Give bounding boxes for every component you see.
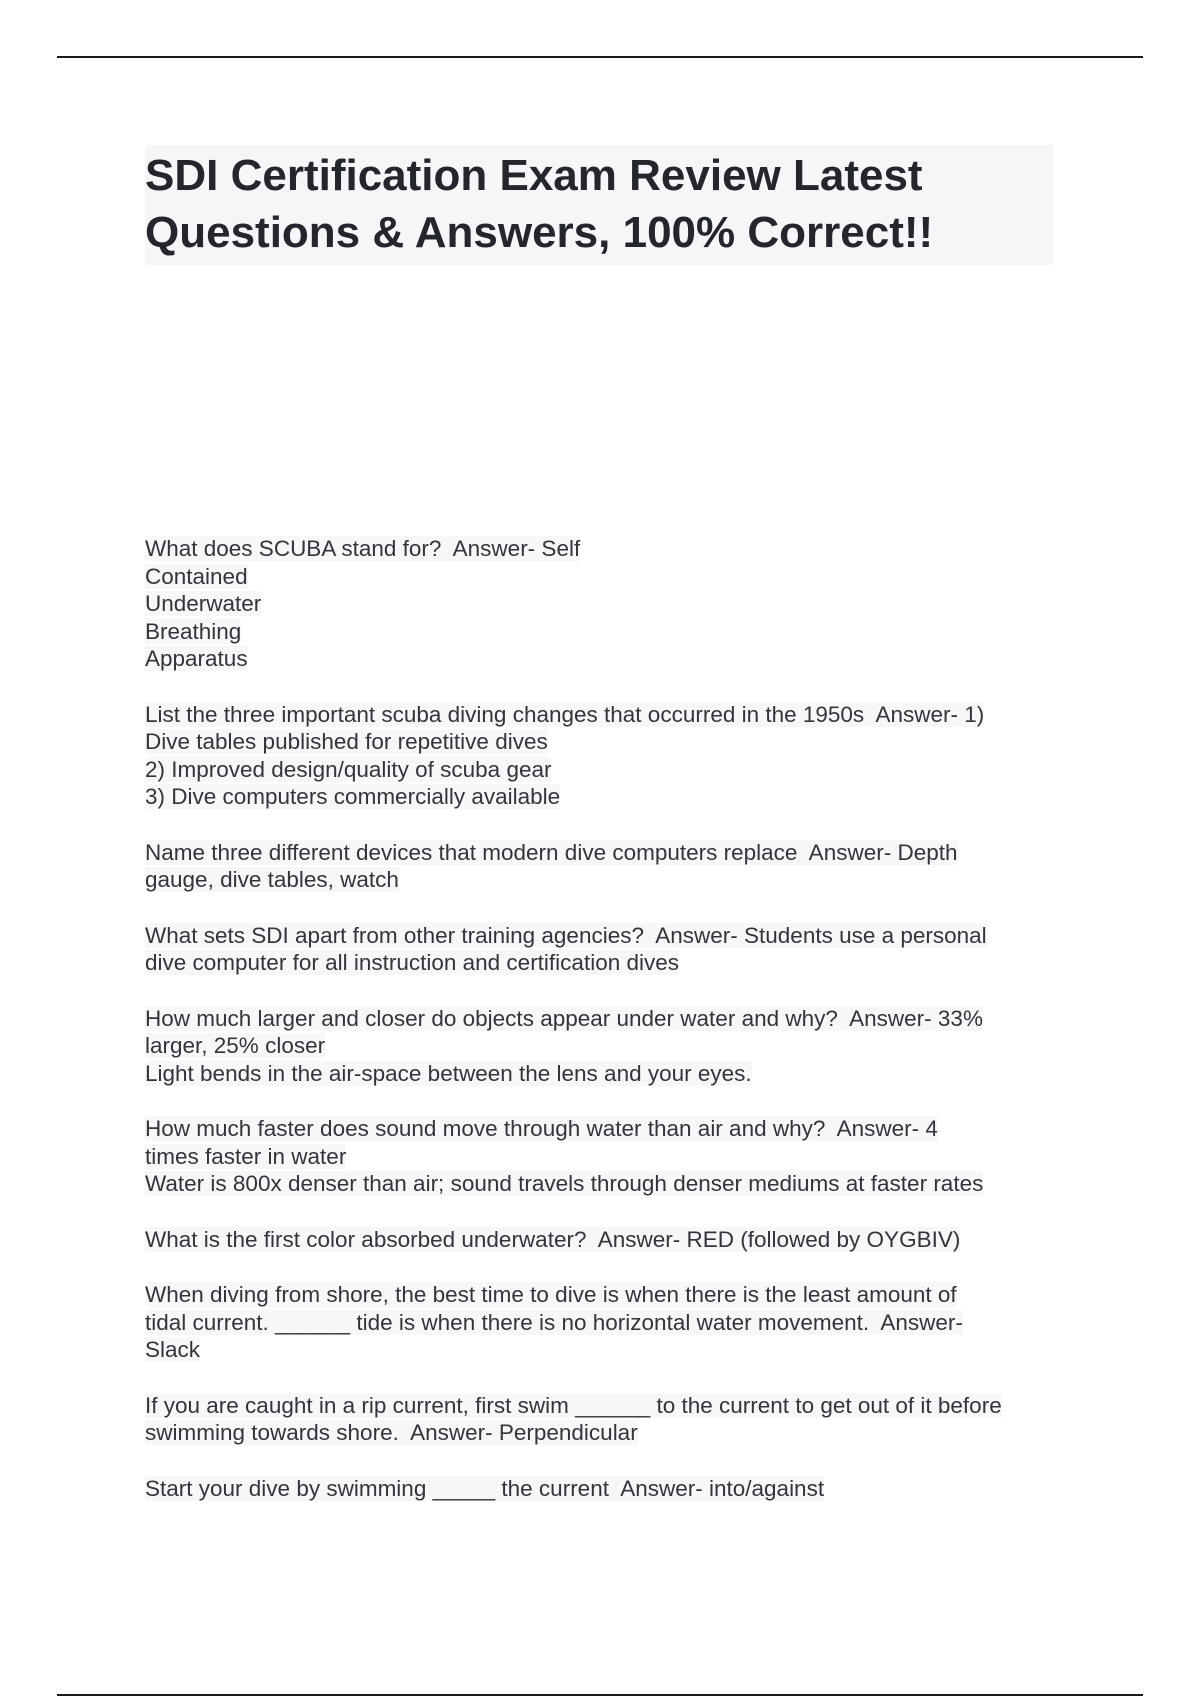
document-title [145, 145, 1053, 265]
qa-line: 2) Improved design/quality of scuba gear [145, 756, 552, 782]
title-line: Questions & Answers, 100% Correct!! [145, 208, 934, 257]
qa-line: Name three different devices that modern dive computers replace Answer- Depth [145, 839, 958, 865]
qa-line: 3) Dive computers commercially available [145, 784, 561, 809]
qa-line: If you are caught in a rip current, first swim ______ to the current to get out of it before [145, 1392, 1002, 1418]
qa-line: Contained [145, 563, 248, 589]
qa-line: swimming towards shore. Answer- Perpendicular [145, 1420, 638, 1445]
qa-line: Dive tables published for repetitive dives [145, 729, 548, 754]
title-line: SDI Certification Exam Review Latest [145, 151, 923, 200]
top-rule [57, 56, 1143, 58]
qa-line: Breathing [145, 618, 242, 644]
qa-line: Underwater [145, 591, 262, 616]
qa-item [145, 1226, 1065, 1254]
qa-line: Apparatus [145, 646, 248, 671]
qa-item [145, 535, 1065, 673]
qa-line: Water is 800x denser than air; sound travels through denser mediums at faster rates [145, 1171, 984, 1196]
qa-list [145, 535, 1065, 1530]
qa-item [145, 1005, 1065, 1088]
qa-item [145, 1475, 1065, 1503]
qa-item [145, 1392, 1065, 1447]
qa-line: When diving from shore, the best time to dive is when there is the least amount of [145, 1282, 957, 1307]
qa-line: How much larger and closer do objects appear under water and why? Answer- 33% [145, 1005, 983, 1031]
qa-line: Light bends in the air-space between the lens and your eyes. [145, 1060, 752, 1086]
qa-item [145, 701, 1065, 811]
qa-line: Slack [145, 1337, 201, 1362]
qa-line: dive computer for all instruction and certification dives [145, 950, 680, 975]
qa-item [145, 922, 1065, 977]
qa-item [145, 1281, 1065, 1364]
bottom-rule [57, 1694, 1143, 1696]
qa-item [145, 839, 1065, 894]
qa-item [145, 1115, 1065, 1198]
qa-line: times faster in water [145, 1143, 347, 1169]
qa-line: How much faster does sound move through water than air and why? Answer- 4 [145, 1116, 938, 1141]
qa-line: What sets SDI apart from other training agencies? Answer- Students use a personal [145, 922, 987, 948]
qa-line: larger, 25% closer [145, 1033, 326, 1058]
qa-line: What does SCUBA stand for? Answer- Self [145, 536, 581, 561]
qa-line: List the three important scuba diving changes that occurred in the 1950s Answer- 1) [145, 701, 985, 727]
qa-line: gauge, dive tables, watch [145, 867, 399, 892]
qa-line: What is the first color absorbed underwater? Answer- RED (followed by OYGBIV) [145, 1226, 961, 1252]
qa-line: tidal current. ______ tide is when there is no horizontal water movement. Answer- [145, 1309, 963, 1335]
qa-line: Start your dive by swimming _____ the current Answer- into/against [145, 1475, 825, 1501]
